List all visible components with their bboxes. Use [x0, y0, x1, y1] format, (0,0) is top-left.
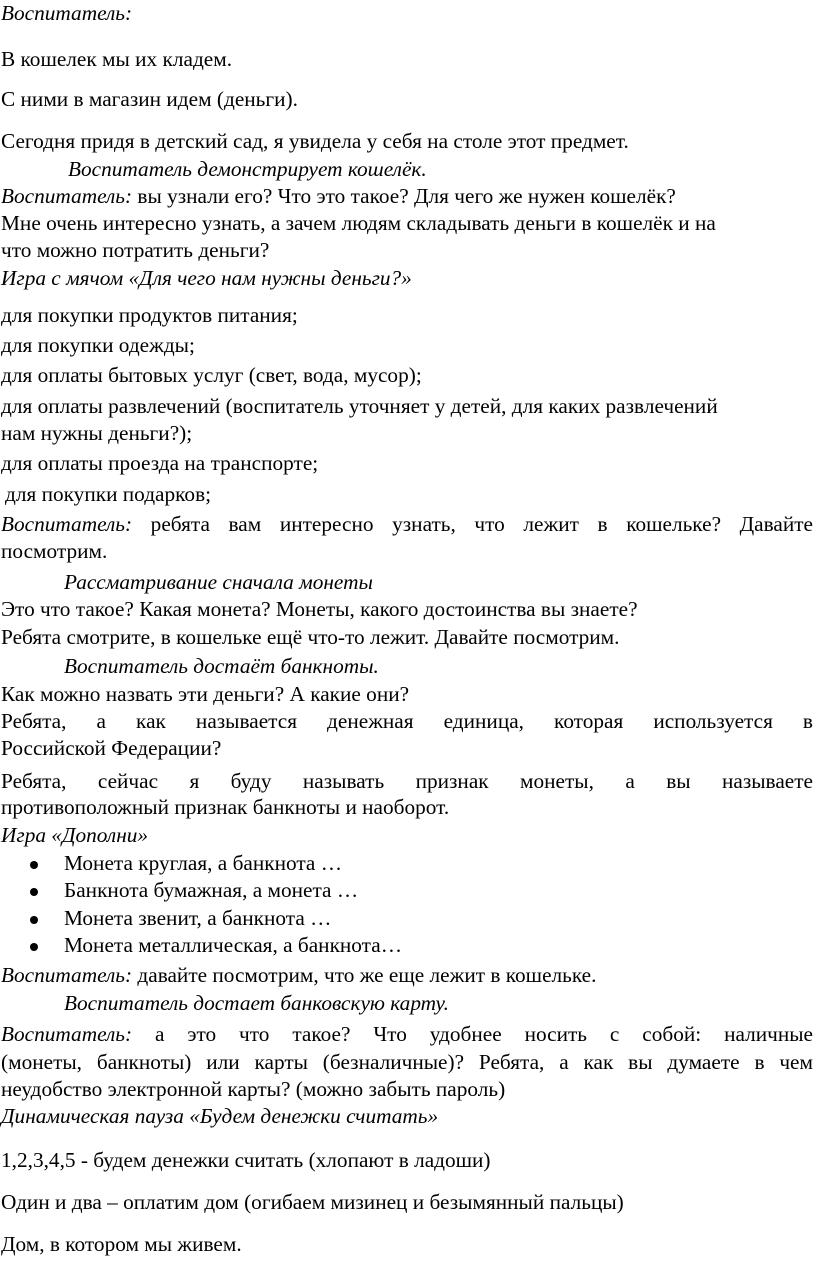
- answer-line: для покупки одежды;: [1, 333, 195, 357]
- paragraph-line: Ребята, сейчас я буду называть признак монеты, а вы называете: [1, 769, 813, 793]
- paragraph-line: Ребята смотрите, в кошельке ещё что-то лежит. Давайте посмотрим.: [1, 625, 620, 649]
- speaker-label: Воспитатель:: [1, 1022, 133, 1046]
- answer-line: для оплаты бытовых услуг (свет, вода, мусор);: [1, 363, 422, 387]
- dialogue-text: вы узнали его? Что это такое? Для чего же нужен кошелёк?: [132, 184, 676, 208]
- stage-direction: Воспитатель достает банковскую карту.: [64, 991, 449, 1015]
- dialogue-line: [1, 965, 813, 986]
- speaker-label: Воспитатель:: [1, 1, 133, 25]
- answer-line: для покупки продуктов питания;: [1, 303, 298, 327]
- answer-line: для оплаты проезда на транспорте;: [1, 451, 319, 475]
- bullet-icon: [30, 888, 38, 896]
- answer-line: нам нужны деньги?);: [1, 421, 193, 445]
- rhyme-line: Один и два – оплатим дом (огибаем мизинец и безымянный пальцы): [1, 1190, 624, 1214]
- dialogue-line: [1, 514, 813, 535]
- speaker-label: Воспитатель:: [1, 963, 133, 987]
- paragraph-line: Это что такое? Какая монета? Монеты, какого достоинства вы знаете?: [1, 597, 638, 621]
- poem-line: В кошелек мы их кладем.: [1, 47, 233, 71]
- bullet-icon: [30, 916, 38, 924]
- paragraph-line: Российской Федерации?: [1, 736, 222, 760]
- paragraph-line: неудобство электронной карты? (можно забыть пароль): [1, 1077, 506, 1101]
- list-item: Банкнота бумажная, а монета …: [64, 878, 359, 902]
- section-heading: Игра «Дополни»: [1, 823, 149, 847]
- bullet-icon: [30, 861, 38, 869]
- paragraph-line: что можно потратить деньги?: [1, 238, 270, 262]
- speaker-label: Воспитатель:: [1, 512, 133, 536]
- dialogue-text: ребята вам интересно узнать, что лежит в кошельке? Давайте: [132, 512, 813, 536]
- dialogue-line: [1, 1024, 813, 1045]
- answer-line: для оплаты развлечений (воспитатель уточняет у детей, для каких развлечений: [1, 394, 718, 418]
- stage-direction: Воспитатель демонстрирует кошелёк.: [68, 157, 427, 181]
- list-item: Монета звенит, а банкнота …: [64, 906, 332, 930]
- paragraph-line: Как можно назвать эти деньги? А какие они?: [1, 682, 410, 706]
- paragraph-line: Мне очень интересно узнать, а зачем людям складывать деньги в кошелёк и на: [1, 211, 716, 235]
- rhyme-line: Дом, в котором мы живем.: [1, 1232, 242, 1256]
- section-heading: Динамическая пауза «Будем денежки считать»: [1, 1104, 439, 1128]
- paragraph-line: посмотрим.: [1, 539, 108, 563]
- poem-line: С ними в магазин идем (деньги).: [1, 87, 298, 111]
- dialogue-line: [1, 186, 813, 207]
- list-item: Монета круглая, а банкнота …: [64, 851, 343, 875]
- paragraph-line: противоположный признак банкноты и наоборот.: [1, 795, 450, 819]
- stage-direction: Воспитатель достаёт банкноты.: [64, 654, 379, 678]
- speaker-label: Воспитатель:: [1, 184, 133, 208]
- bullet-icon: [30, 943, 38, 951]
- list-item: Монета металлическая, а банкнота…: [64, 933, 402, 957]
- paragraph-line: Сегодня придя в детский сад, я увидела у себя на столе этот предмет.: [1, 129, 629, 153]
- stage-direction: Рассматривание сначала монеты: [64, 570, 373, 594]
- rhyme-line: 1,2,3,4,5 - будем денежки считать (хлопают в ладоши): [1, 1148, 491, 1172]
- section-heading: Игра с мячом «Для чего нам нужны деньги?»: [1, 266, 412, 290]
- paragraph-line: Ребята, а как называется денежная единица, которая используется в: [1, 709, 813, 733]
- answer-line: для покупки подарков;: [5, 482, 212, 506]
- dialogue-text: давайте посмотрим, что же еще лежит в кошельке.: [132, 963, 597, 987]
- paragraph-line: (монеты, банкноты) или карты (безналичные)? Ребята, а как вы думаете в чем: [1, 1050, 813, 1074]
- dialogue-text: а это что такое? Что удобнее носить с собой: наличные: [132, 1022, 813, 1046]
